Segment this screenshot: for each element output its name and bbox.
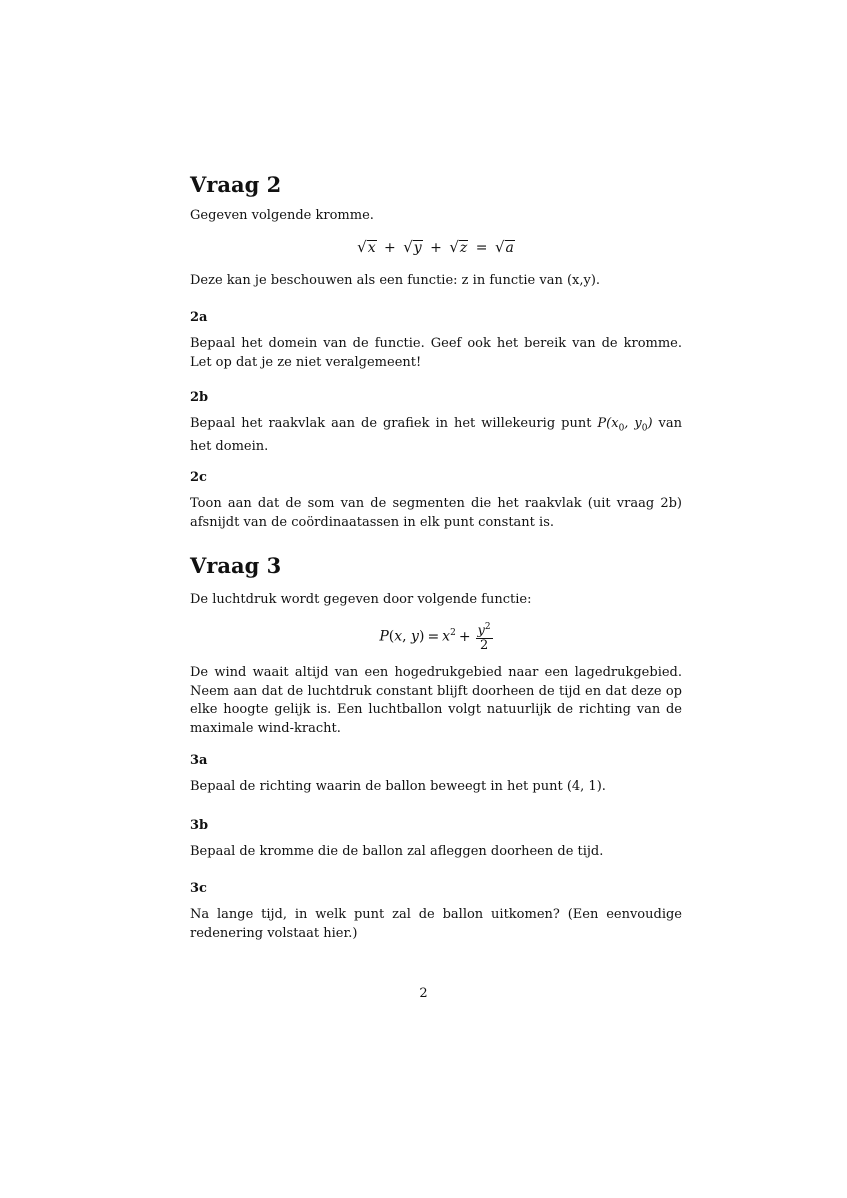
- subquestion-3a-label: 3a: [190, 753, 208, 768]
- subquestion-3c-label: 3c: [190, 881, 207, 896]
- question-3-heading: Vraag 3: [190, 553, 282, 578]
- subquestion-2b-point: $P(x_0$, $y_0$): [597, 416, 653, 434]
- subquestion-3a-text: Bepaal de richting waarin de ballon beweegt in het punt (4, 1).: [190, 779, 606, 794]
- question-2-intro: Gegeven volgende kromme.: [190, 208, 374, 223]
- question-2-formula: √x + √y + √z = √a: [357, 238, 514, 256]
- subquestion-2b-label: 2b: [190, 390, 209, 405]
- formula-var-y: y: [413, 240, 422, 256]
- formula-var-x: x: [367, 240, 376, 256]
- subquestion-2b-text-after: van het domein.: [190, 416, 682, 455]
- formula-var-z: z: [459, 240, 468, 256]
- question-3-intro: De luchtdruk wordt gegeven door volgende functie:: [190, 592, 532, 607]
- subquestion-3c-text: Na lange tijd, in welk punt zal de ballon uitkomen? (Een eenvoudige redenering volstaat hier.): [190, 907, 682, 941]
- subquestion-2c-label: 2c: [190, 470, 207, 485]
- subquestion-3b-text: Bepaal de kromme die de ballon zal afleggen doorheen de tijd.: [190, 844, 604, 859]
- subquestion-2b-text-before: Bepaal het raakvlak aan de grafiek in het willekeurig punt: [190, 416, 598, 431]
- question-2-heading: Vraag 2: [190, 172, 282, 197]
- subquestion-2c-text: Toon aan dat de som van de segmenten die het raakvlak (uit vraag 2b) afsnijdt van de coördinaatassen in elk punt constant is.: [190, 496, 682, 530]
- question-3-formula: P(x, $y) = x^2$ + $\frac{y^2}{2}$: [379, 622, 491, 654]
- formula-var-a: a: [505, 240, 514, 256]
- subquestion-3b-label: 3b: [190, 818, 209, 833]
- question-2-explanation: Deze kan je beschouwen als een functie: z in functie van (x,y).: [190, 273, 601, 288]
- page-number: 2: [419, 986, 428, 1001]
- subquestion-2a-label: 2a: [190, 310, 208, 325]
- subquestion-2a-text: Bepaal het domein van de functie. Geef ook het bereik van de kromme. Let op dat je ze niet veralgemeent!: [190, 336, 682, 370]
- subquestion-2b-text: [190, 415, 682, 457]
- question-3-explanation: De wind waait altijd van een hogedrukgebied naar een lagedrukgebied. Neem aan dat de luchtdruk constant blijft doorheen de tijd en dat deze op elke hoogte gelijk is. Een luchtballon volgt natuurlijk de richting van de maximale wind-kracht.: [190, 665, 682, 736]
